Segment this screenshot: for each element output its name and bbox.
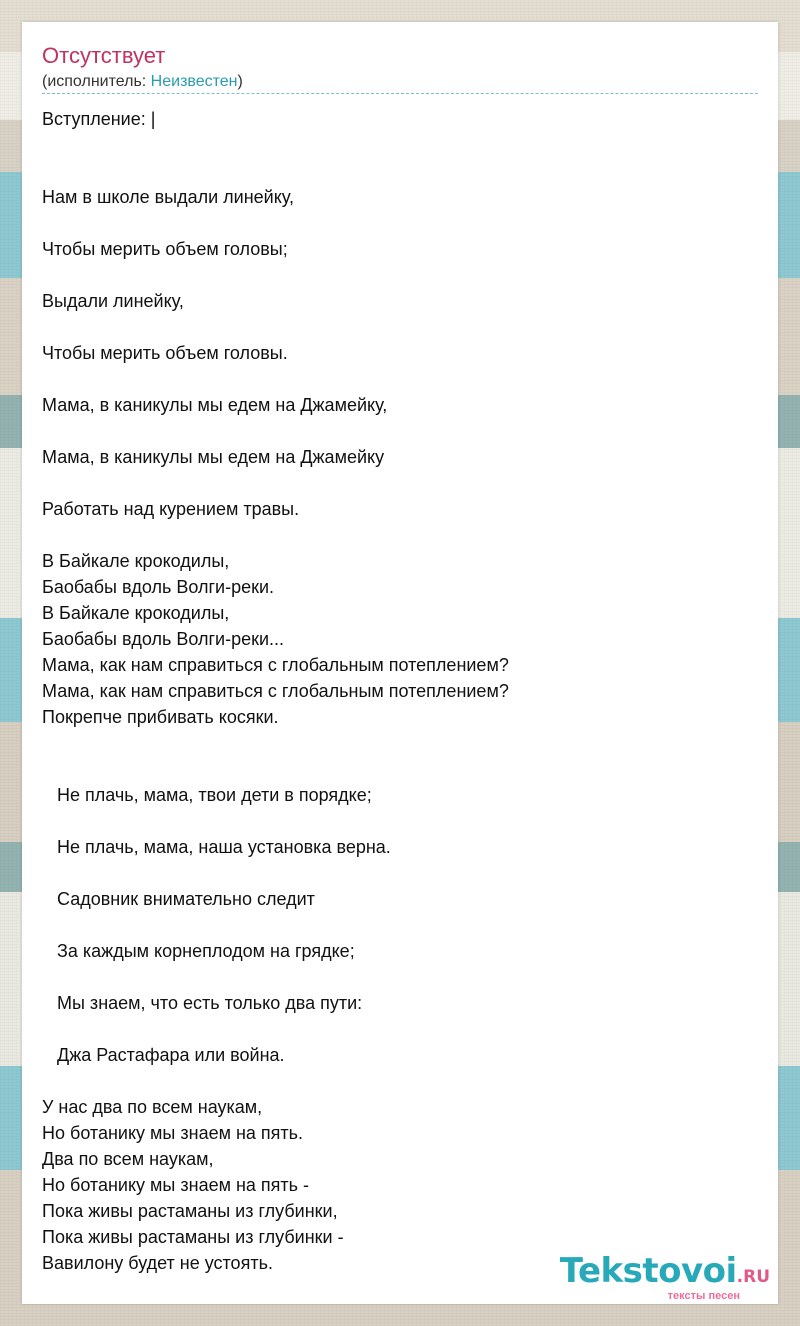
- lyric-line: Мама, как нам справиться с глобальным потеплением?: [42, 655, 509, 675]
- logo-main-text: Tekstovoi: [559, 1251, 737, 1291]
- lyric-line: [42, 730, 758, 756]
- lyric-line: [42, 418, 758, 444]
- lyric-line: Пока живы растаманы из глубинки,: [42, 1201, 338, 1221]
- lyric-line: Мы знаем, что есть только два пути:: [42, 993, 363, 1013]
- lyric-line: Не плачь, мама, наша установка верна.: [42, 837, 391, 857]
- lyric-line: [42, 1016, 758, 1042]
- lyric-line: Мама, в каникулы мы едем на Джамейку,: [42, 395, 388, 415]
- lyric-line: За каждым корнеплодом на грядке;: [42, 941, 355, 961]
- lyric-line: [42, 158, 758, 184]
- lyric-line: Мама, в каникулы мы едем на Джамейку: [42, 447, 385, 467]
- lyric-line: Джа Растафара или война.: [42, 1045, 285, 1065]
- logo-subtitle: тексты песен: [667, 1290, 740, 1302]
- lyric-line: Баобабы вдоль Волги-реки.: [42, 577, 275, 597]
- lyric-line: Работать над курением травы.: [42, 499, 300, 519]
- lyric-line: В Байкале крокодилы,: [42, 551, 230, 571]
- lyric-line: Нам в школе выдали линейку,: [42, 187, 295, 207]
- lyric-line: [42, 522, 758, 548]
- lyric-line: [42, 314, 758, 340]
- lyric-line: Садовник внимательно следит: [42, 889, 315, 909]
- lyric-line: [42, 756, 758, 782]
- lyric-line: Вступление: |: [42, 109, 156, 129]
- title-divider: [42, 93, 758, 94]
- lyric-line: В Байкале крокодилы,: [42, 603, 230, 623]
- lyric-line: Пока живы растаманы из глубинки -: [42, 1227, 344, 1247]
- song-title: Отсутствует: [42, 43, 166, 68]
- lyric-line: [42, 964, 758, 990]
- artist-link[interactable]: Неизвестен: [150, 73, 238, 90]
- lyric-line: Чтобы мерить объем головы.: [42, 343, 288, 363]
- lyric-line: Два по всем наукам,: [42, 1149, 214, 1169]
- logo-tld: .RU: [736, 1267, 770, 1287]
- artist-prefix: (исполнитель:: [42, 73, 151, 90]
- lyric-line: У нас два по всем наукам,: [42, 1097, 263, 1117]
- lyric-line: [42, 210, 758, 236]
- lyric-line: [42, 132, 758, 158]
- lyric-line: Но ботанику мы знаем на пять.: [42, 1123, 304, 1143]
- lyric-line: [42, 366, 758, 392]
- site-logo[interactable]: [560, 1252, 770, 1302]
- lyric-line: [42, 470, 758, 496]
- lyrics-text: [42, 106, 758, 1276]
- lyric-line: Вавилону будет не устоять.: [42, 1253, 273, 1273]
- artist-suffix: ): [237, 73, 243, 90]
- artist-line: [42, 73, 243, 91]
- lyric-line: Выдали линейку,: [42, 291, 184, 311]
- lyric-line: Баобабы вдоль Волги-реки...: [42, 629, 285, 649]
- lyric-line: [42, 860, 758, 886]
- lyric-line: [42, 808, 758, 834]
- lyric-line: Не плачь, мама, твои дети в порядке;: [42, 785, 372, 805]
- lyric-line: [42, 912, 758, 938]
- lyrics-page: [22, 22, 778, 1304]
- lyric-line: Но ботанику мы знаем на пять -: [42, 1175, 310, 1195]
- lyric-line: Мама, как нам справиться с глобальным потеплением?: [42, 681, 509, 701]
- lyric-line: [42, 262, 758, 288]
- lyric-line: Чтобы мерить объем головы;: [42, 239, 288, 259]
- lyric-line: Покрепче прибивать косяки.: [42, 707, 279, 727]
- lyric-line: [42, 1068, 758, 1094]
